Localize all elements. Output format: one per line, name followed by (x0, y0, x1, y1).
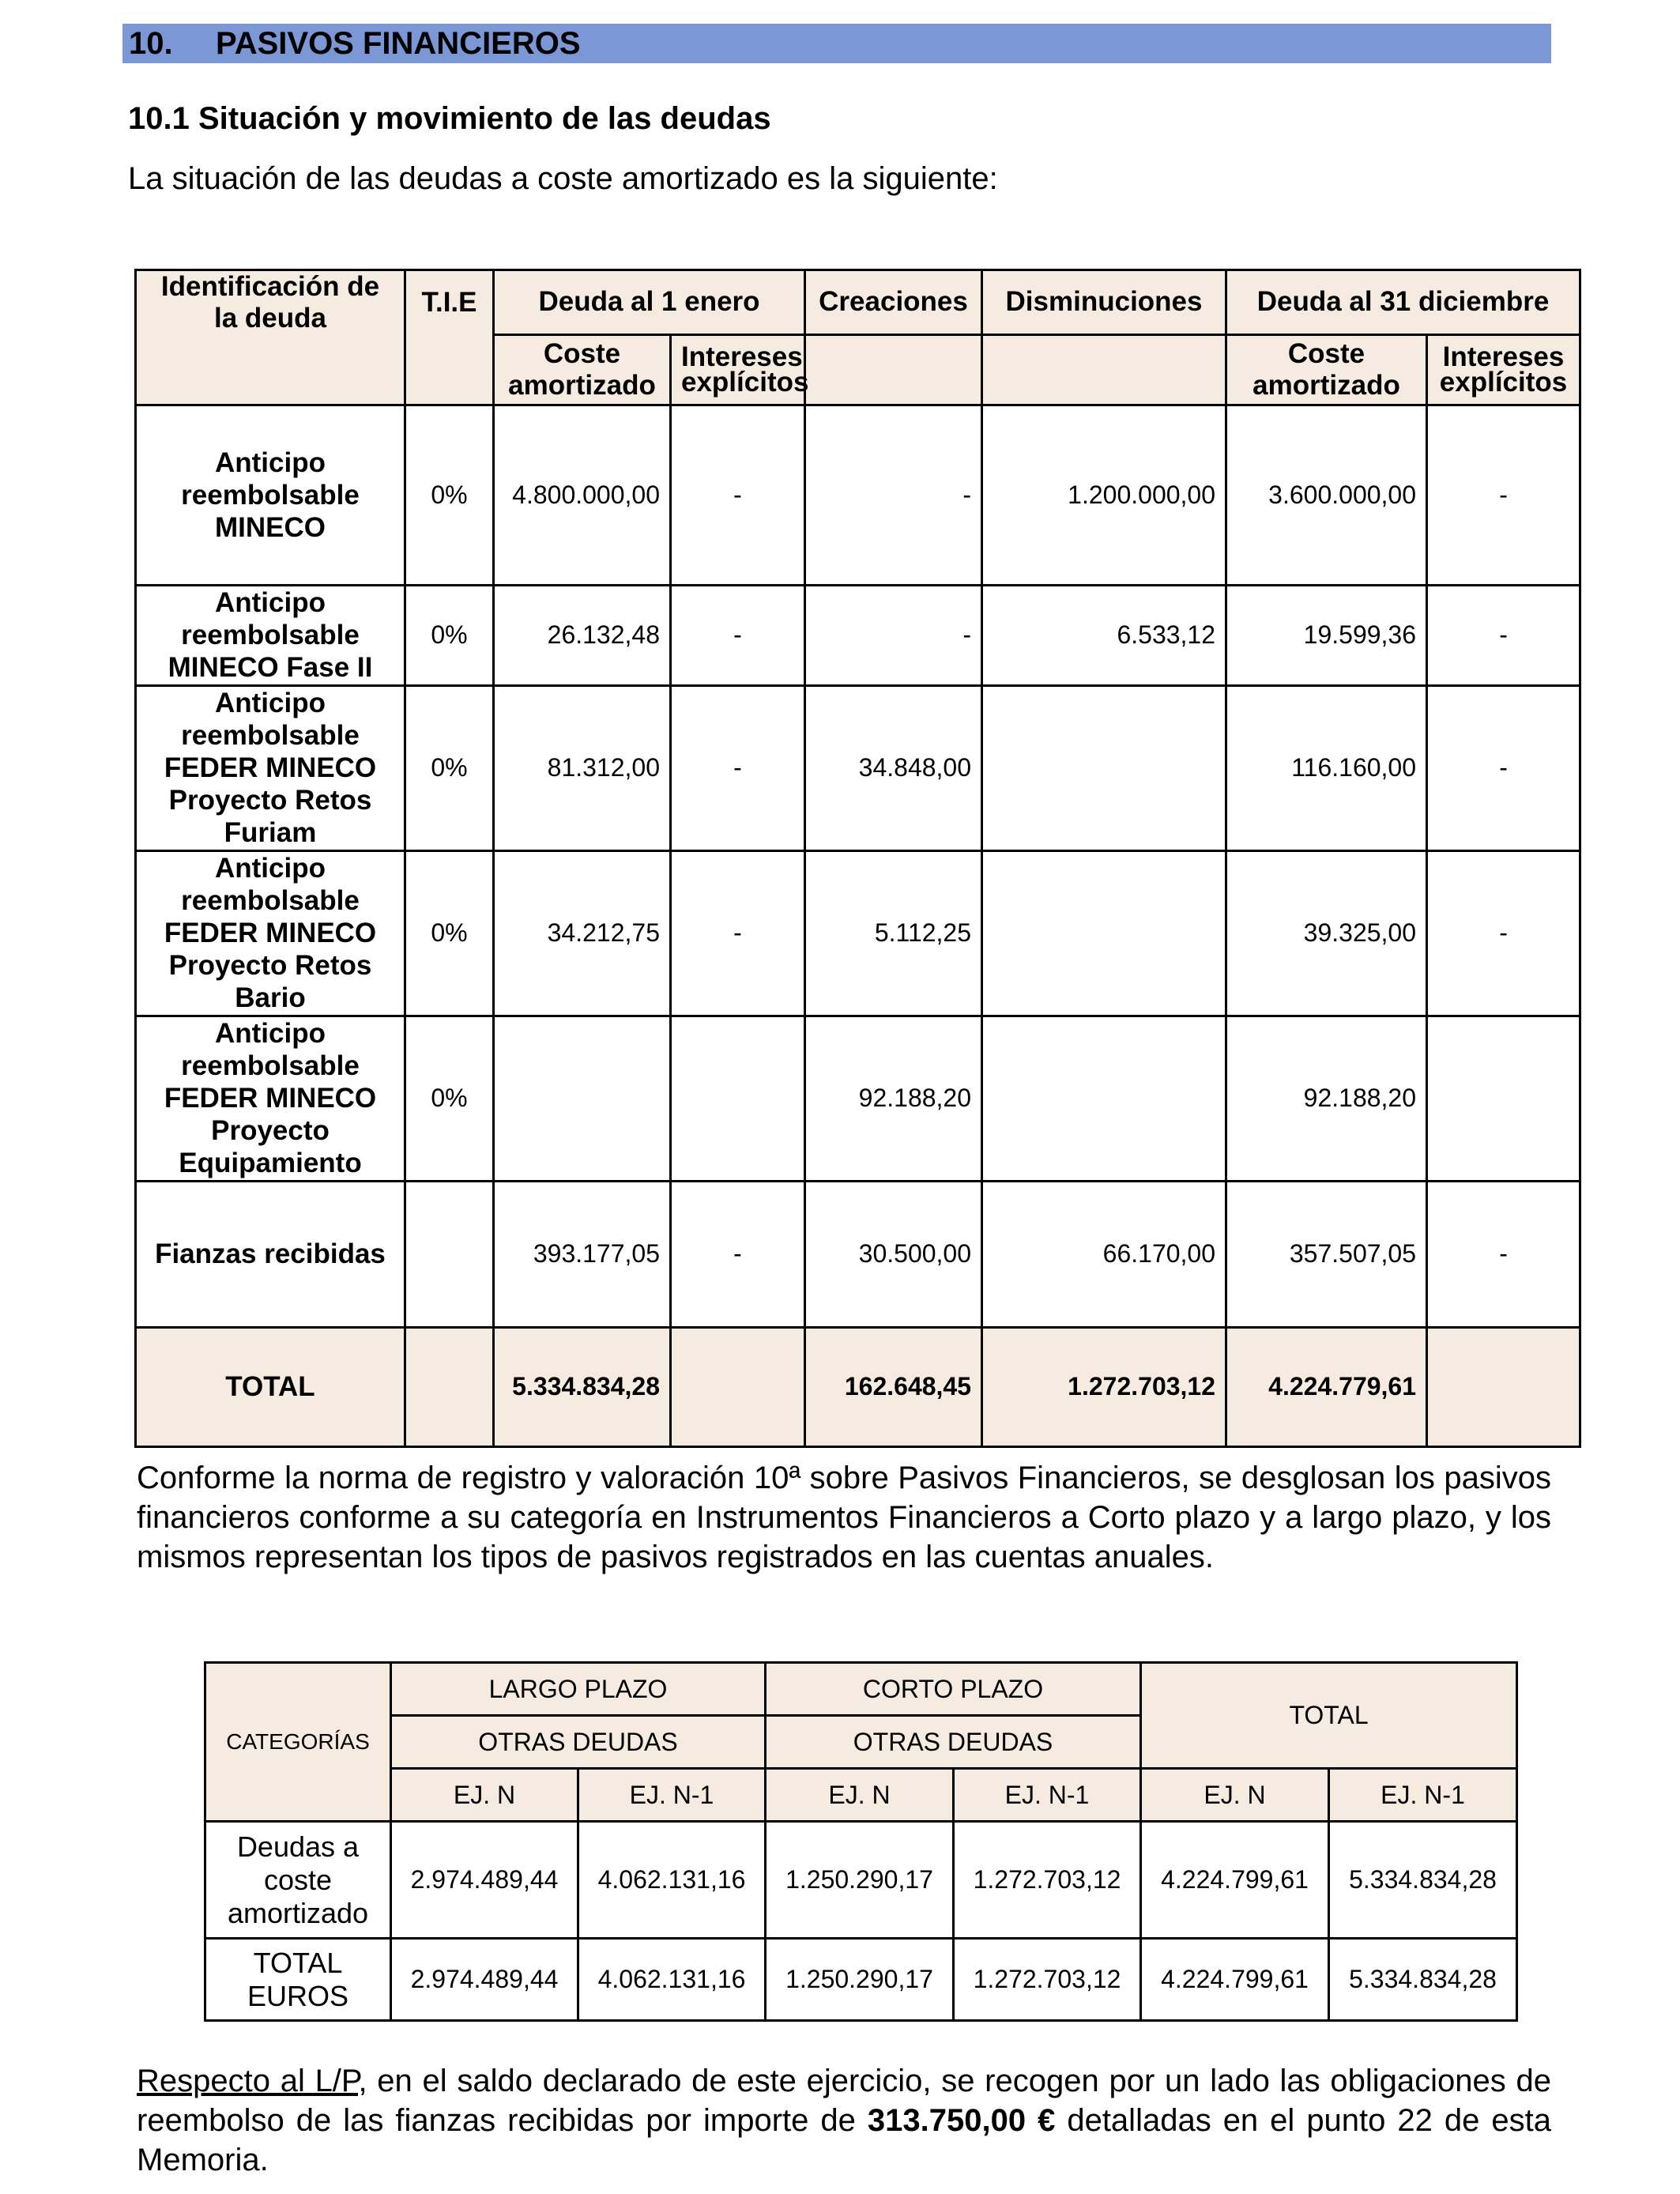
row-disminuciones (982, 850, 1226, 1016)
row-deuda-fin: 116.160,00 (1226, 685, 1427, 850)
header-tie: T.I.E (405, 270, 494, 335)
categories-table (204, 1661, 1518, 2022)
row-value: 1.250.290,17 (766, 1822, 954, 1939)
row-deuda-inicio: 34.212,75 (494, 850, 671, 1016)
table-row (136, 850, 1580, 1016)
row-deuda-inicio: 81.312,00 (494, 685, 671, 850)
row-intereses-fin: - (1427, 405, 1580, 585)
row-intereses-inicio: - (671, 685, 805, 850)
row-deuda-fin: 92.188,20 (1226, 1016, 1427, 1181)
table-row (136, 405, 1580, 585)
row-deuda-fin: 357.507,05 (1226, 1181, 1427, 1327)
table-row (136, 1181, 1580, 1327)
row-intereses-inicio: - (671, 585, 805, 685)
paragraph-lp-underlined: Respecto al L/P, (137, 2064, 367, 2098)
header-intereses-inicio: Intereses explícitos (671, 334, 805, 405)
header-ej-n1: EJ. N-1 (578, 1769, 766, 1822)
row-name: Anticipo reembolsable FEDER MINECO Proyecto Equipamiento (136, 1016, 405, 1181)
header-intereses-fin: Intereses explícitos (1427, 334, 1580, 405)
header-disminuciones: Disminuciones (982, 270, 1226, 335)
header-ej-n1: EJ. N-1 (1329, 1769, 1517, 1822)
section-number: 10. (129, 25, 173, 61)
header-ej-n: EJ. N (766, 1769, 954, 1822)
row-intereses-inicio (671, 1016, 805, 1181)
row-intereses-fin: - (1427, 850, 1580, 1016)
table-row (136, 585, 1580, 685)
row-name: Fianzas recibidas (136, 1181, 405, 1327)
row-value: 5.334.834,28 (1329, 1822, 1517, 1939)
header-largo-plazo: LARGO PLAZO (391, 1663, 766, 1716)
total-creaciones: 162.648,45 (805, 1327, 982, 1446)
row-value: 4.224.799,61 (1141, 1822, 1329, 1939)
row-label: TOTAL EUROS (205, 1939, 391, 2021)
row-tie (405, 1181, 494, 1327)
row-intereses-inicio: - (671, 850, 805, 1016)
header-total: TOTAL (1141, 1663, 1517, 1769)
header-deuda-1-enero: Deuda al 1 enero (494, 270, 805, 335)
row-deuda-fin: 19.599,36 (1226, 585, 1427, 685)
row-value: 5.334.834,28 (1329, 1939, 1517, 2021)
row-name: Anticipo reembolsable MINECO Fase II (136, 585, 405, 685)
total-row (136, 1327, 1580, 1446)
header-deuda-31-diciembre: Deuda al 31 diciembre (1226, 270, 1580, 335)
section-title: PASIVOS FINANCIEROS (216, 25, 581, 61)
row-name: Anticipo reembolsable MINECO (136, 405, 405, 585)
header-ej-n: EJ. N (1141, 1769, 1329, 1822)
header-corto-plazo: CORTO PLAZO (766, 1663, 1141, 1716)
paragraph-lp-amount: 313.750,00 € (867, 2103, 1056, 2138)
paragraph-lp-tail: detalladas en el punto 22 de esta Memoria. (137, 2103, 1551, 2177)
row-deuda-fin: 3.600.000,00 (1226, 405, 1427, 585)
row-disminuciones (982, 685, 1226, 850)
row-name: Anticipo reembolsable FEDER MINECO Proyecto Retos Furiam (136, 685, 405, 850)
row-intereses-inicio: - (671, 1181, 805, 1327)
row-tie: 0% (405, 850, 494, 1016)
row-creaciones: 92.188,20 (805, 1016, 982, 1181)
header-ej-n1: EJ. N-1 (954, 1769, 1141, 1822)
header-otras-deudas-corto: OTRAS DEUDAS (766, 1716, 1141, 1769)
total-disminuciones: 1.272.703,12 (982, 1327, 1226, 1446)
header-otras-deudas-largo: OTRAS DEUDAS (391, 1716, 766, 1769)
row-deuda-fin: 39.325,00 (1226, 850, 1427, 1016)
row-tie: 0% (405, 1016, 494, 1181)
row-intereses-fin: - (1427, 1181, 1580, 1327)
row-disminuciones: 66.170,00 (982, 1181, 1226, 1327)
total-deuda-inicio: 5.334.834,28 (494, 1327, 671, 1446)
row-disminuciones (982, 1016, 1226, 1181)
row-creaciones: 5.112,25 (805, 850, 982, 1016)
row-deuda-inicio: 4.800.000,00 (494, 405, 671, 585)
row-disminuciones: 1.200.000,00 (982, 405, 1226, 585)
row-intereses-fin: - (1427, 585, 1580, 685)
row-value: 1.250.290,17 (766, 1939, 954, 2021)
row-tie: 0% (405, 405, 494, 585)
header-categorias: CATEGORÍAS (205, 1663, 391, 1822)
header-ej-n: EJ. N (391, 1769, 578, 1822)
row-creaciones: 34.848,00 (805, 685, 982, 850)
row-intereses-inicio: - (671, 405, 805, 585)
row-label: Deudas a coste amortizado (205, 1822, 391, 1939)
row-name: Anticipo reembolsable FEDER MINECO Proyecto Retos Bario (136, 850, 405, 1016)
row-disminuciones: 6.533,12 (982, 585, 1226, 685)
subsection-title: 10.1 Situación y movimiento de las deudas (128, 101, 771, 136)
table-row (136, 685, 1580, 850)
row-tie: 0% (405, 685, 494, 850)
debt-situation-table (134, 269, 1581, 1448)
row-value: 4.062.131,16 (578, 1939, 766, 2021)
row-value: 1.272.703,12 (954, 1822, 1141, 1939)
row-value: 2.974.489,44 (391, 1822, 578, 1939)
row-value: 1.272.703,12 (954, 1939, 1141, 2021)
total-deuda-fin: 4.224.779,61 (1226, 1327, 1427, 1446)
row-creaciones: 30.500,00 (805, 1181, 982, 1327)
paragraph-norma: Conforme la norma de registro y valoración 10ª sobre Pasivos Financieros, se desglosan los pasivos financieros conforme a su categoría en Instrumentos Financieros a Corto plazo y a largo plazo, y los mismos representan los tipos de pasivos registrados en las cuentas anuales. (137, 1461, 1551, 1574)
header-coste-amortizado-fin: Coste amortizado (1226, 334, 1427, 405)
row-value: 2.974.489,44 (391, 1939, 578, 2021)
section-header-bar (122, 24, 1551, 63)
row-intereses-fin (1427, 1016, 1580, 1181)
row-creaciones: - (805, 405, 982, 585)
header-identificacion-label: Identificación de la deuda (160, 271, 380, 334)
table-row (205, 1939, 1517, 2021)
header-coste-amortizado-inicio: Coste amortizado (494, 334, 671, 405)
header-creaciones: Creaciones (805, 270, 982, 335)
paragraph-lp (137, 2061, 1551, 2180)
table-row (205, 1822, 1517, 1939)
paragraph-lp-text: en el saldo declarado de este ejercicio, se recogen por un lado las obligaciones de reembolso de las fianzas recibidas por importe de (137, 2064, 1551, 2138)
row-intereses-fin: - (1427, 685, 1580, 850)
row-tie: 0% (405, 585, 494, 685)
row-deuda-inicio (494, 1016, 671, 1181)
row-deuda-inicio: 393.177,05 (494, 1181, 671, 1327)
row-value: 4.224.799,61 (1141, 1939, 1329, 2021)
row-creaciones: - (805, 585, 982, 685)
row-value: 4.062.131,16 (578, 1822, 766, 1939)
total-label: TOTAL (136, 1327, 405, 1446)
intro-text: La situación de las deudas a coste amortizado es la siguiente: (128, 161, 998, 196)
table-row (136, 1016, 1580, 1181)
row-deuda-inicio: 26.132,48 (494, 585, 671, 685)
header-identificacion (136, 270, 405, 335)
